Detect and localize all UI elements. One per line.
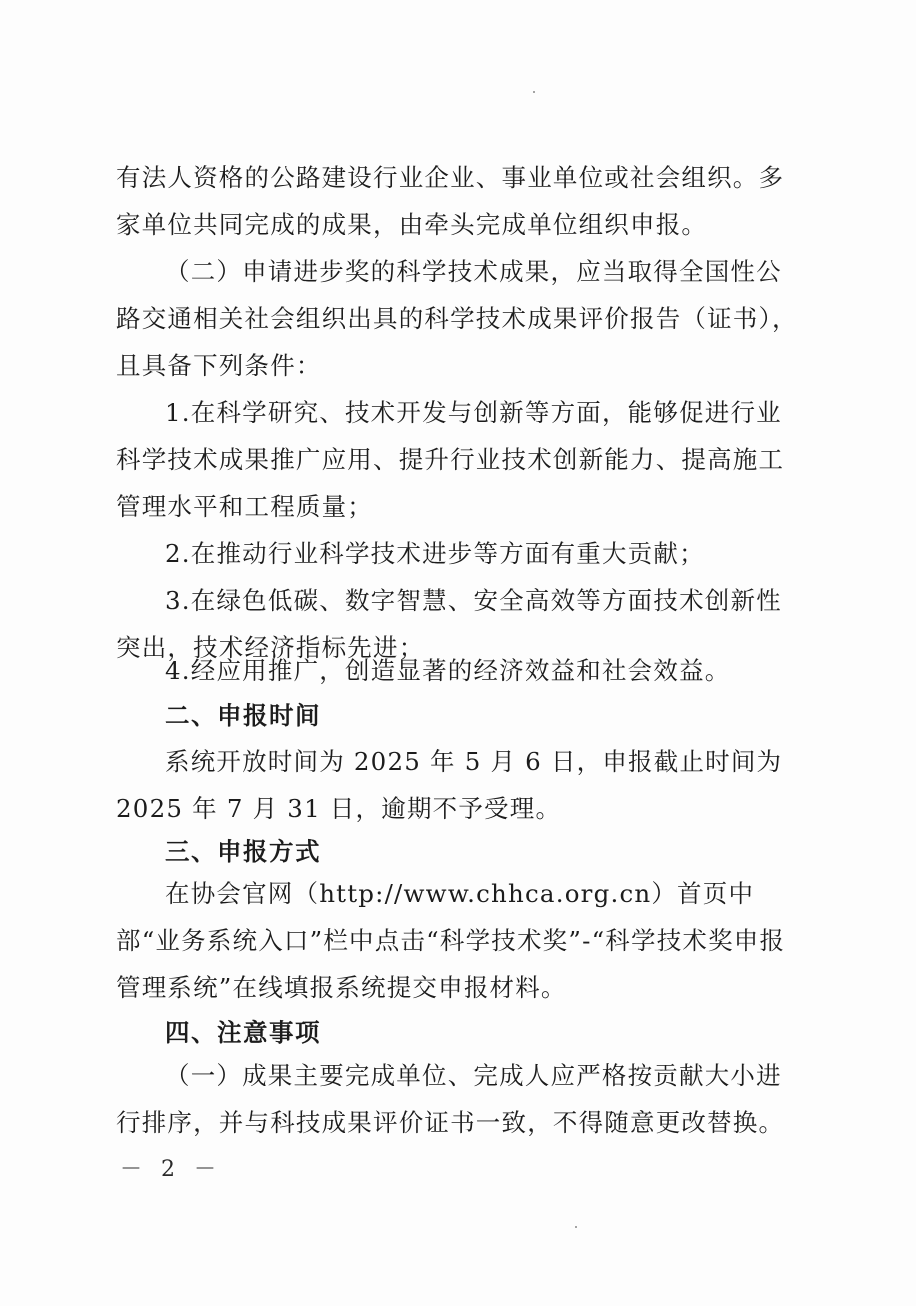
section-heading-method: 三、申报方式 bbox=[165, 837, 321, 866]
section-heading-time: 二、申报时间 bbox=[165, 701, 321, 730]
paragraph-item-2: （二）申请进步奖的科学技术成果，应当取得全国性公路交通相关社会组织出具的科学技术成果评价报告（证书），且具备下列条件： bbox=[116, 257, 798, 380]
condition-3: 3.在绿色低碳、数字智慧、安全高效等方面技术创新性突出，技术经济指标先进； bbox=[116, 586, 782, 662]
scan-speck bbox=[533, 91, 535, 93]
condition-4: 4.经应用推广，创造显著的经济效益和社会效益。 bbox=[165, 656, 731, 685]
paragraph-note-1: （一）成果主要完成单位、完成人应严格按贡献大小进行排序，并与科技成果评价证书一致，不得随意更改替换。 bbox=[116, 1061, 785, 1137]
condition-1: 1.在科学研究、技术开发与创新等方面，能够促进行业科学技术成果推广应用、提升行业技术创新能力、提高施工管理水平和工程质量； bbox=[116, 398, 785, 521]
paragraph-method: 在协会官网（http://www.chhca.org.cn）首页中部“业务系统入口”栏中点击“科学技术奖”-“科学技术奖申报管理系统”在线填报系统提交申报材料。 bbox=[116, 879, 786, 1002]
scan-speck bbox=[575, 1226, 577, 1228]
page-number: － 2 － bbox=[120, 1157, 222, 1182]
paragraph-continuation: 有法人资格的公路建设行业企业、事业单位或社会组织。多家单位共同完成的成果，由牵头完成单位组织申报。 bbox=[116, 163, 785, 239]
paragraph-time: 系统开放时间为 2025 年 5 月 6 日，申报截止时间为 2025 年 7 月 31 日，逾期不予受理。 bbox=[116, 747, 792, 823]
section-heading-notes: 四、注意事项 bbox=[165, 1018, 321, 1047]
condition-2: 2.在推动行业科学技术进步等方面有重大贡献； bbox=[165, 539, 705, 568]
